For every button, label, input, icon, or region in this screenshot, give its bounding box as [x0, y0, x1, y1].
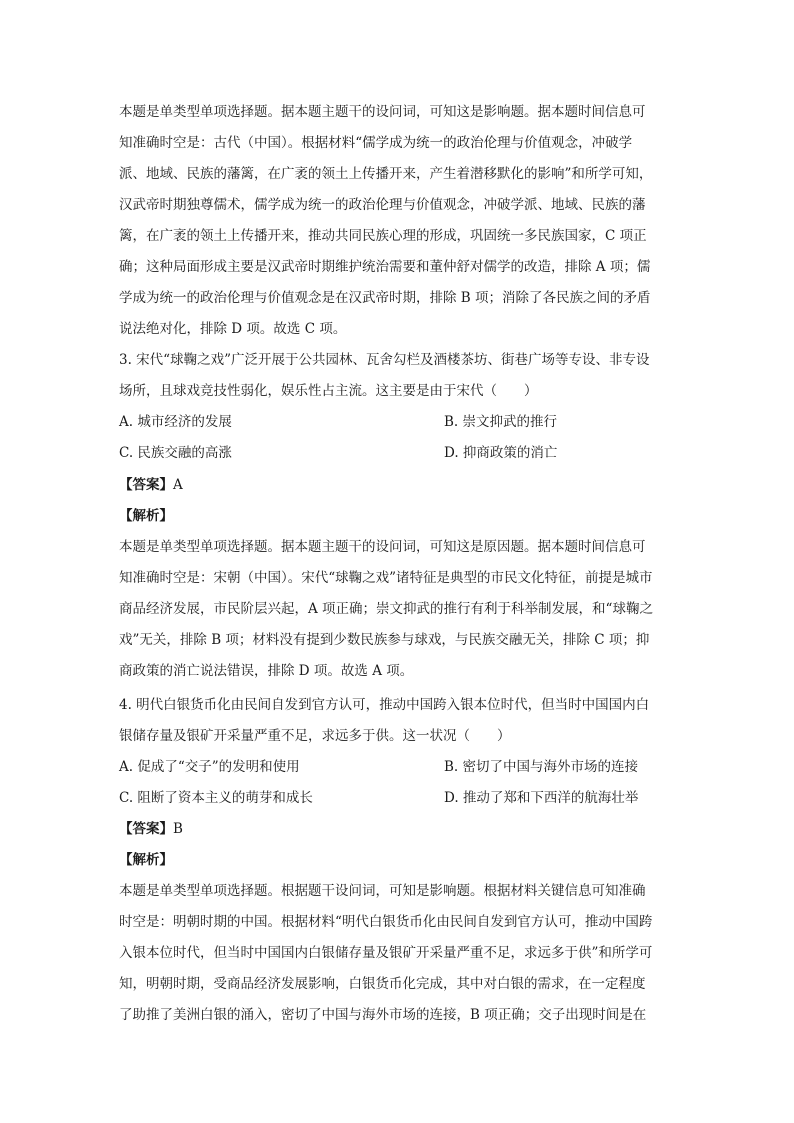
q2-explanation-line: 说法绝对化，排除 D 项。故选 C 项。: [119, 321, 347, 337]
q3-explanation-line: 知准确时空是：宋朝（中国）。宋代“球鞠之戏”诸特征是典型的市民文化特征，前提是城市: [119, 570, 653, 586]
q4-stem: [119, 690, 674, 752]
q2-explanation-line: 学成为统一的政治伦理与价值观念是在汉武帝时期，排除 B 项；消除了各民族之间的矛盾: [119, 290, 651, 306]
q3-explanation-line: 本题是单类型单项选择题。据本题主题干的设问词，可知这是原因题。据本题时间信息可: [119, 539, 646, 555]
q4-explanation-line: 本题是单类型单项选择题。根据题干设问词，可知是影响题。根据材料关键信息可知准确: [119, 883, 646, 899]
q4-stem-line: 银储存量及银矿开采量严重不足，求远多于供。这一状况（ ）: [119, 728, 511, 744]
q2-explanation-line: 确；这种局面形成主要是汉武帝时期维护统治需要和董仲舒对儒学的改造，排除 A 项；儒: [119, 259, 651, 275]
answer-label: 【答案】: [119, 477, 173, 493]
q3-explanation-line: 商政策的消亡说法错误，排除 D 项。故选 A 项。: [119, 663, 414, 679]
q4-explanation-line: 入银本位时代，但当时中国国内白银储存量及银矿开采量严重不足，求远多于供”和所学可: [119, 945, 653, 961]
q4-option-c: C. 阻断了资本主义的萌芽和成长: [119, 790, 313, 806]
q4-answer: [119, 814, 674, 845]
q3-option-b: B. 崇文抑武的推行: [444, 414, 558, 430]
q2-explanation-line: 派、地域、民族的藩篱，在广袤的领土上传播开来，产生着潜移默化的影响”和所学可知，: [119, 166, 653, 182]
q4-option-b: B. 密切了中国与海外市场的连接: [444, 759, 639, 775]
q3-options-row: [119, 438, 674, 469]
q4-options-row: [119, 783, 674, 814]
answer-label: 【答案】: [119, 821, 173, 837]
q4-option-d: D. 推动了郑和下西洋的航海壮举: [444, 790, 639, 806]
q3-option-c: C. 民族交融的高涨: [119, 445, 232, 461]
answer-value: A: [173, 477, 183, 493]
q3-stem: [119, 345, 674, 407]
q3-explanation-line: 商品经济发展，市民阶层兴起，A 项正确；崇文抑武的推行有利于科举制发展，和“球鞠之: [119, 601, 653, 617]
q3-explanation-line: 戏”无关，排除 B 项；材料没有提到少数民族参与球戏，与民族交融无关，排除 C 项；抑: [119, 632, 650, 648]
q4-explanation-line: 知，明朝时期，受商品经济发展影响，白银货币化完成，其中对白银的需求，在一定程度: [119, 976, 646, 992]
q3-analysis-label: 【解析】: [119, 508, 173, 524]
answer-value: B: [173, 821, 183, 837]
q3-options-row: [119, 407, 674, 438]
q4-analysis-label: 【解析】: [119, 852, 173, 868]
q3-stem-line: 场所，且球戏竞技性弱化，娱乐性占主流。这主要是由于宋代（ ）: [119, 383, 538, 399]
q4-explanation-line: 了助推了美洲白银的涌入，密切了中国与海外市场的连接，B 项正确；交子出现时间是在: [119, 1007, 647, 1023]
q4-option-a: A. 促成了“交子”的发明和使用: [119, 759, 300, 775]
q3-options: [119, 407, 674, 469]
q4-stem-line: 4. 明代白银货币化由民间自发到官方认可，推动中国跨入银本位时代，但当时中国国内白: [119, 697, 650, 713]
q3-option-a: A. 城市经济的发展: [119, 414, 232, 430]
q2-explanation-line: 本题是单类型单项选择题。据本题主题干的设问词，可知这是影响题。据本题时间信息可: [119, 104, 646, 120]
q4-options: [119, 752, 674, 814]
q4-explanation-line: 时空是：明朝时期的中国。根据材料“明代白银货币化由民间自发到官方认可，推动中国跨: [119, 914, 653, 930]
q2-explanation-line: 篱，在广袤的领土上传播开来，推动共同民族心理的形成，巩固统一多民族国家，C 项正: [119, 228, 647, 244]
q3-stem-line: 3. 宋代“球鞠之戏”广泛开展于公共园林、瓦舍勾栏及酒楼茶坊、街巷广场等专设、非专设: [119, 352, 650, 368]
q3-answer: [119, 470, 674, 501]
q2-explanation-line: 汉武帝时期独尊儒术，儒学成为统一的政治伦理与价值观念，冲破学派、地域、民族的藩: [119, 197, 646, 213]
q2-explanation: [119, 97, 674, 345]
q3-option-d: D. 抑商政策的消亡: [444, 445, 558, 461]
q2-explanation-line: 知准确时空是：古代（中国）。根据材料“儒学成为统一的政治伦理与价值观念，冲破学: [119, 135, 633, 151]
q4-answer-block: [119, 814, 674, 1031]
q3-answer-block: [119, 470, 674, 687]
q4-options-row: [119, 752, 674, 783]
